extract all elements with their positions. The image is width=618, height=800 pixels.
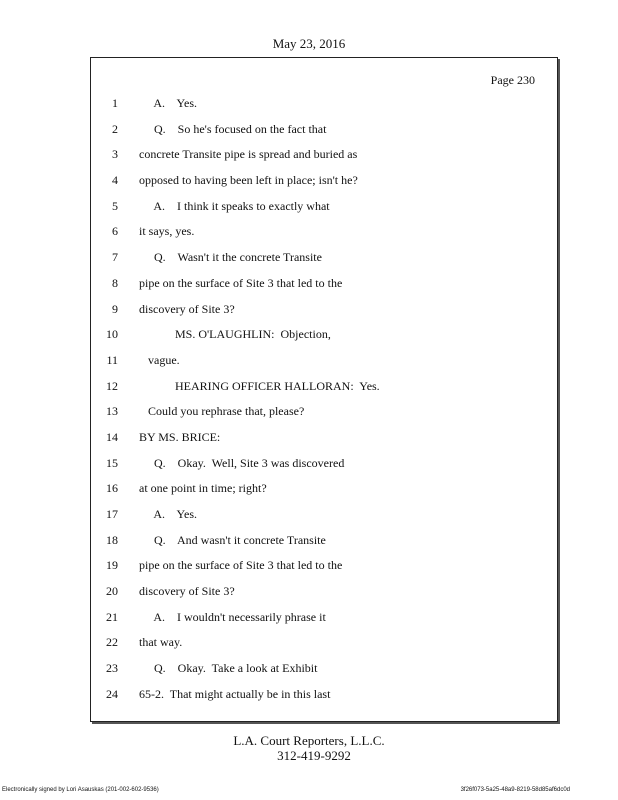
line-text: pipe on the surface of Site 3 that led to the [139,275,343,290]
line-text: A. I wouldn't necessarily phrase it [139,609,326,624]
line-number: 5 [112,198,118,213]
line-text: A. I think it speaks to exactly what [139,198,330,213]
line-text: it says, yes. [139,224,195,239]
line-number: 24 [106,686,118,701]
transcript-line [91,685,557,711]
line-text: MS. O'LAUGHLIN: Objection, [139,327,331,342]
transcript-line [91,454,557,480]
line-number: 8 [112,275,118,290]
line-text: discovery of Site 3? [139,584,235,599]
line-number: 18 [106,532,118,547]
line-text: that way. [139,635,183,650]
line-number: 11 [106,352,118,367]
transcript-line [91,222,557,248]
transcript-line [91,197,557,223]
line-number: 15 [106,455,118,470]
transcript-line [91,377,557,403]
document-id: 3f26f073-5a25-48a9-8219-58d85af6dc0d [460,787,570,793]
electronic-signature: Electronically signed by Lori Asauskas (201-002-602-9536) [2,787,159,793]
transcript-line [91,659,557,685]
transcript-line [91,274,557,300]
line-number: 22 [106,635,118,650]
transcript-line [91,633,557,659]
transcript-lines [91,94,557,711]
line-text: A. Yes. [139,96,198,110]
line-number: 6 [112,224,118,239]
line-text: opposed to having been left in place; isn't he? [139,173,358,188]
transcript-line [91,94,557,120]
line-number: 19 [106,558,118,573]
line-text: vague. [139,352,180,367]
line-number: 17 [106,507,118,521]
transcript-line [91,556,557,582]
line-number: 10 [106,327,118,342]
line-number: 3 [112,147,118,162]
transcript-line [91,479,557,505]
line-number: 7 [112,250,118,265]
line-number: 1 [112,96,118,110]
transcript-line [91,402,557,428]
line-text: 65-2. That might actually be in this last [139,686,331,701]
line-number: 20 [106,584,118,599]
line-number: 21 [106,609,118,624]
transcript-line [91,428,557,454]
line-text: Could you rephrase that, please? [139,404,305,419]
transcript-line [91,582,557,608]
line-text: A. Yes. [139,507,198,521]
line-text: at one point in time; right? [139,481,267,496]
line-number: 16 [106,481,118,496]
line-text: Q. Okay. Well, Site 3 was discovered [139,455,345,470]
line-text: discovery of Site 3? [139,301,235,316]
transcript-line [91,505,557,531]
line-number: 14 [106,429,118,444]
footer-phone: 312-419-9292 [277,748,351,763]
line-text: Q. So he's focused on the fact that [139,121,327,136]
line-number: 12 [106,378,118,393]
line-text: Q. And wasn't it concrete Transite [139,532,326,547]
transcript-line [91,608,557,634]
transcript-line [91,248,557,274]
line-number: 4 [112,173,118,188]
footer-company: L.A. Court Reporters, L.L.C. [233,733,385,748]
transcript-line [91,531,557,557]
transcript-line [91,351,557,377]
line-text: Q. Wasn't it the concrete Transite [139,250,322,265]
transcript-line [91,325,557,351]
transcript-line [91,300,557,326]
page-date: May 23, 2016 [272,36,346,51]
transcript-line [91,145,557,171]
line-number: 23 [106,661,118,676]
line-number: 9 [112,301,118,316]
line-text: concrete Transite pipe is spread and buried as [139,147,358,162]
line-text: pipe on the surface of Site 3 that led to the [139,558,343,573]
line-number: 13 [106,404,118,419]
page-number: Page 230 [490,73,535,87]
line-text: Q. Okay. Take a look at Exhibit [139,661,318,676]
transcript-line [91,171,557,197]
transcript-line [91,120,557,146]
line-text: HEARING OFFICER HALLORAN: Yes. [139,378,380,393]
line-number: 2 [112,121,118,136]
transcript-page [90,57,558,722]
line-text: BY MS. BRICE: [139,429,221,444]
